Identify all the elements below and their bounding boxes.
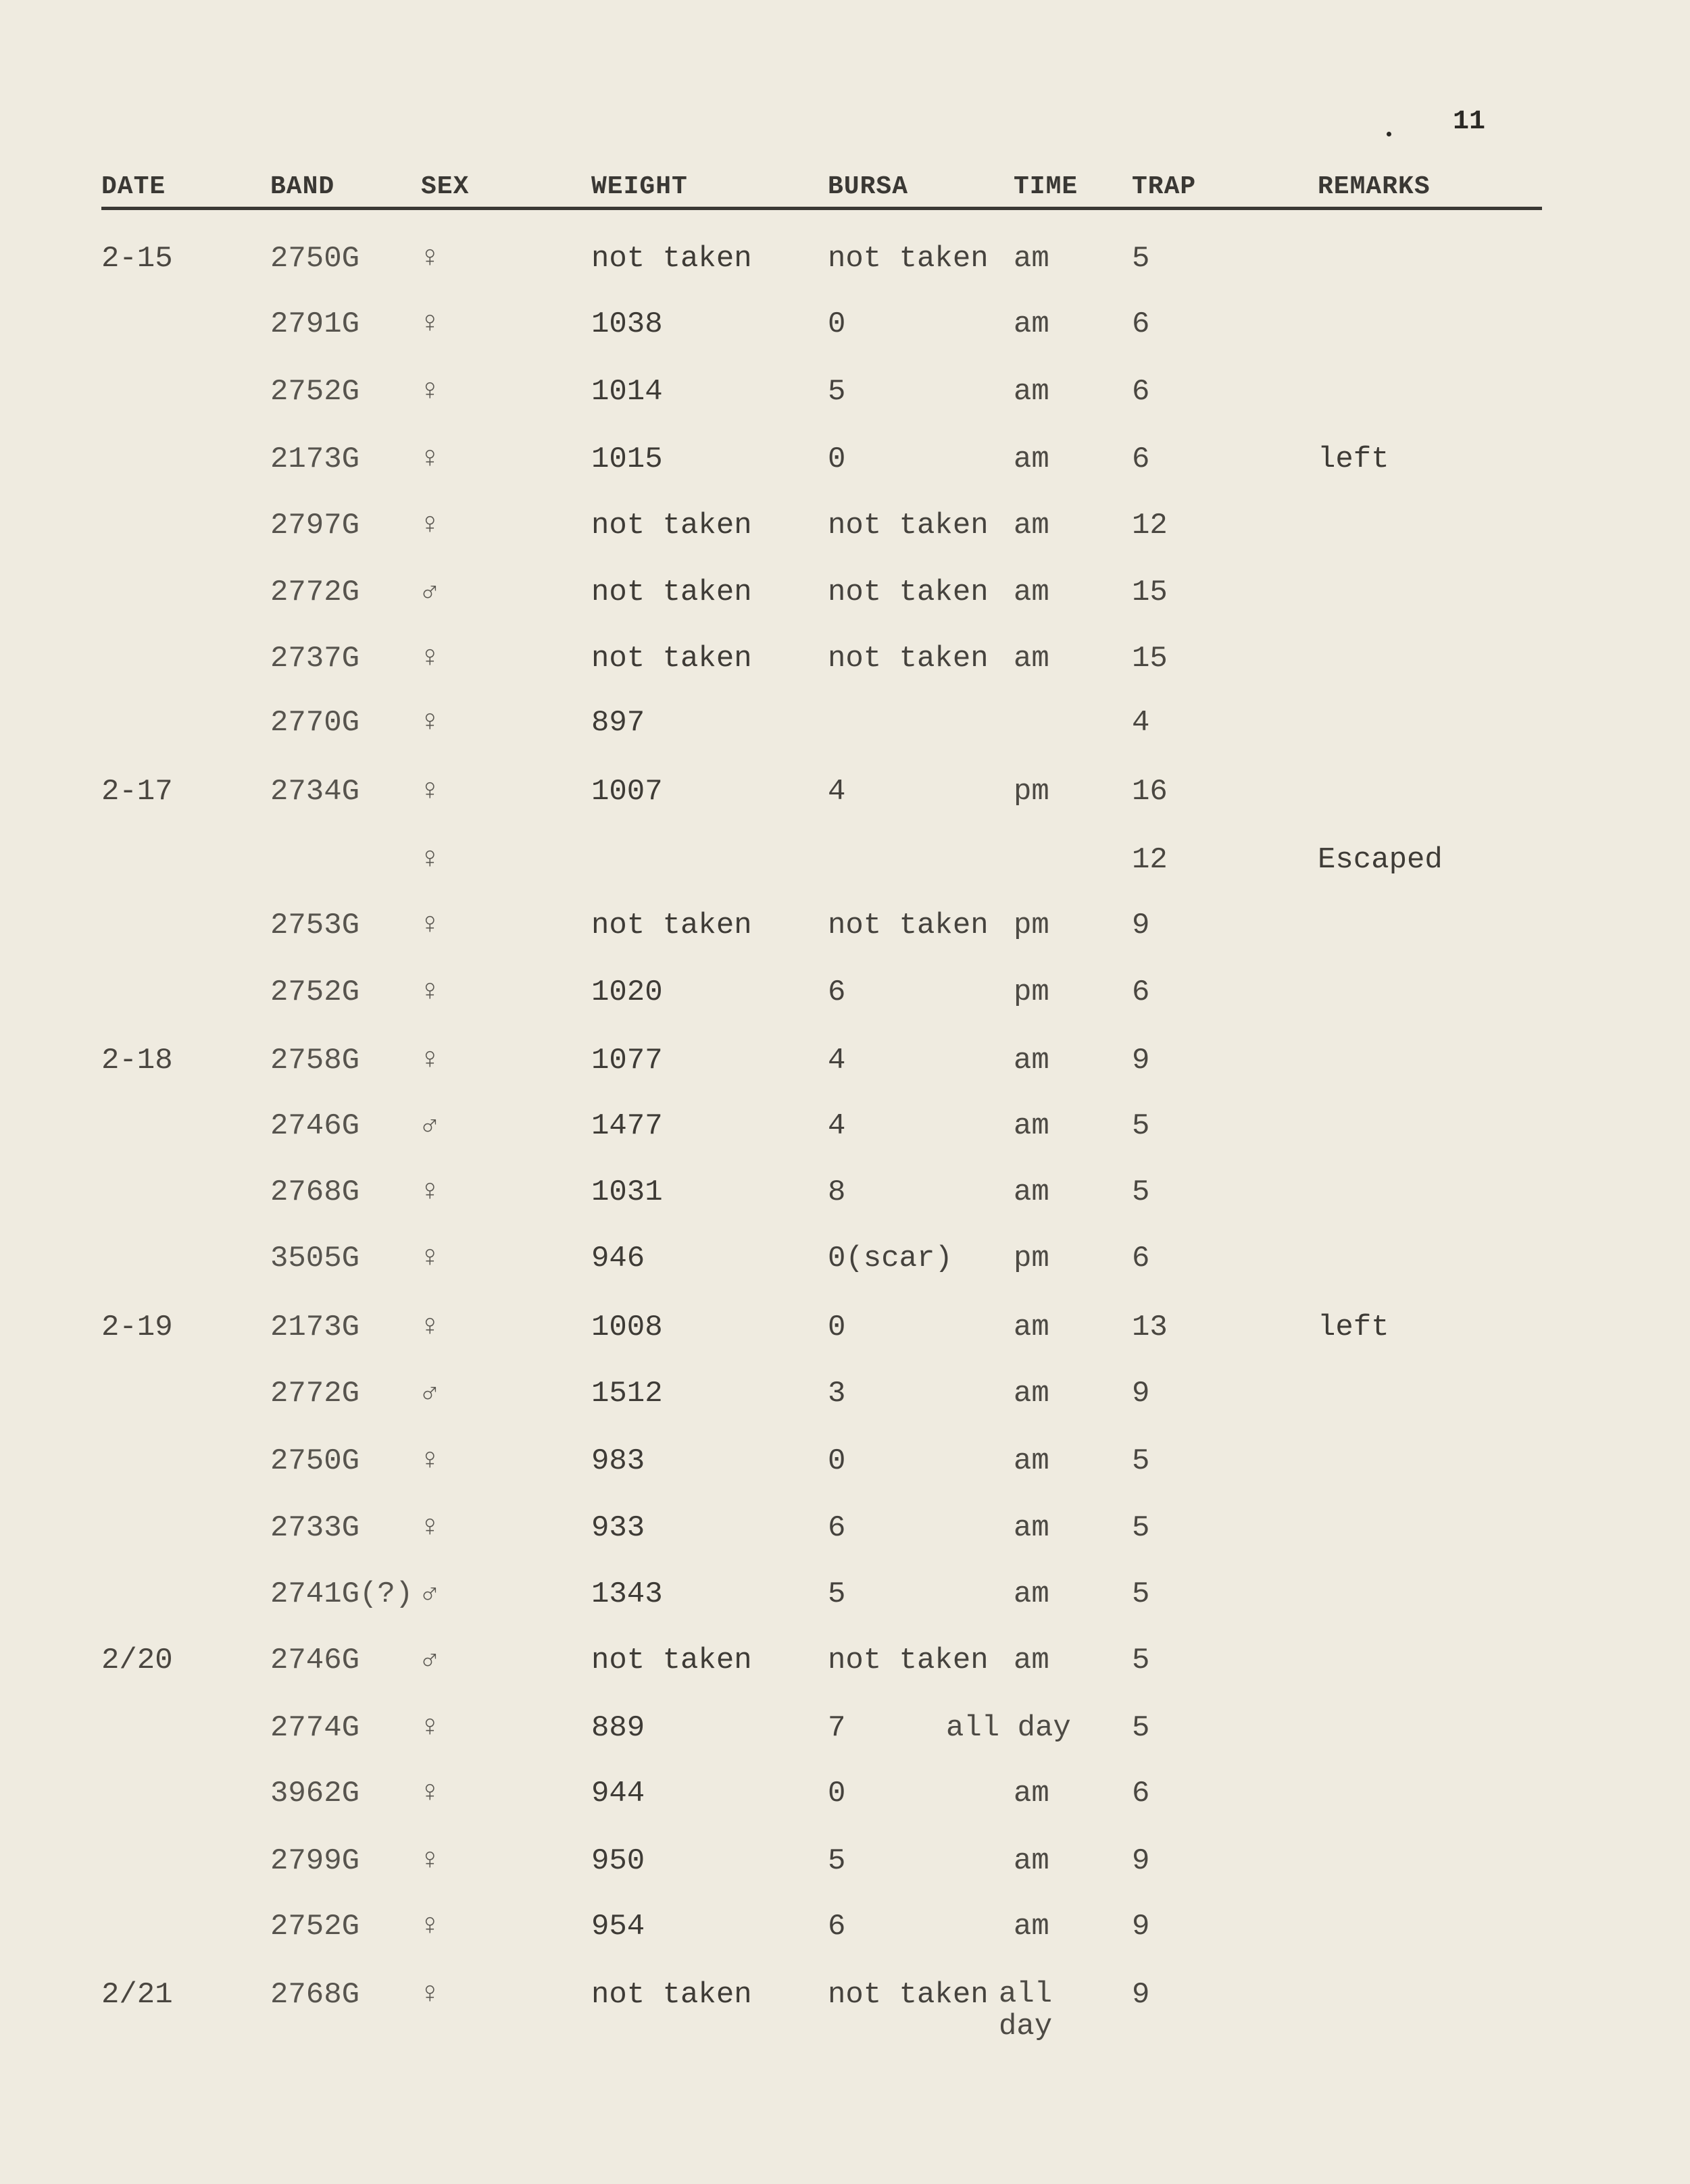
- cell-bursa: not taken: [828, 576, 989, 609]
- cell-weight: 1343: [591, 1577, 663, 1611]
- cell-sex: ♀: [421, 1444, 439, 1478]
- table-row: [0, 1711, 1690, 1758]
- cell-sex: ♀: [421, 307, 439, 341]
- cell-weight: not taken: [591, 642, 752, 676]
- table-row: [0, 1242, 1690, 1289]
- cell-sex: ♀: [421, 909, 439, 942]
- cell-bursa: 0: [828, 1311, 846, 1344]
- cell-sex: ♀: [421, 1777, 439, 1810]
- cell-trap: 9: [1132, 1844, 1150, 1878]
- cell-trap: 5: [1132, 1644, 1150, 1677]
- cell-band: 2750G: [270, 242, 360, 276]
- cell-weight: 1077: [591, 1044, 663, 1077]
- header-weight: WEIGHT: [591, 172, 688, 201]
- table-row: [0, 1377, 1690, 1424]
- cell-weight: 946: [591, 1242, 645, 1275]
- cell-band: 2797G: [270, 509, 360, 542]
- table-row: [0, 242, 1690, 289]
- cell-bursa: not taken: [828, 642, 989, 676]
- cell-weight: 983: [591, 1444, 645, 1478]
- cell-time: am: [1014, 1844, 1049, 1878]
- table-row: [0, 307, 1690, 355]
- cell-trap: 6: [1132, 1242, 1150, 1275]
- cell-band: 2758G: [270, 1044, 360, 1077]
- cell-band: 2774G: [270, 1711, 360, 1745]
- cell-trap: 9: [1132, 1910, 1150, 1944]
- cell-sex: ♀: [421, 442, 439, 476]
- table-row: [0, 375, 1690, 422]
- cell-time: am: [1014, 1377, 1049, 1411]
- cell-sex: ♀: [421, 775, 439, 809]
- cell-sex: ♀: [421, 975, 439, 1009]
- cell-bursa: 0: [828, 442, 846, 476]
- cell-band: 2772G: [270, 576, 360, 609]
- cell-bursa: 0: [828, 307, 846, 341]
- table-row: [0, 1977, 1690, 2043]
- table-row: [0, 843, 1690, 890]
- cell-weight: not taken: [591, 1644, 752, 1677]
- cell-sex: ♂: [421, 1577, 439, 1611]
- cell-bursa: 4: [828, 1044, 846, 1077]
- cell-bursa: 5: [828, 375, 846, 409]
- cell-bursa: 8: [828, 1175, 846, 1209]
- cell-bursa: 5: [828, 1844, 846, 1878]
- cell-band: 2770G: [270, 706, 360, 740]
- cell-weight: 889: [591, 1711, 645, 1745]
- cell-weight: 950: [591, 1844, 645, 1878]
- cell-band: 2746G: [270, 1109, 360, 1143]
- cell-weight: 1477: [591, 1109, 663, 1143]
- table-row: [0, 1577, 1690, 1625]
- cell-time: am: [1014, 576, 1049, 609]
- cell-time: am: [1014, 642, 1049, 676]
- cell-trap: 5: [1132, 242, 1150, 276]
- cell-band: 2746G: [270, 1644, 360, 1677]
- cell-trap: 4: [1132, 706, 1150, 740]
- cell-sex: ♀: [421, 1511, 439, 1545]
- cell-date: 2-18: [101, 1044, 173, 1077]
- table-row: [0, 576, 1690, 623]
- header-date: DATE: [101, 172, 166, 201]
- header-time: TIME: [1014, 172, 1078, 201]
- cell-time: am: [1014, 1444, 1049, 1478]
- cell-bursa: 4: [828, 775, 846, 809]
- cell-weight: 954: [591, 1910, 645, 1944]
- cell-bursa: 3: [828, 1377, 846, 1411]
- cell-sex: ♀: [421, 375, 439, 409]
- cell-weight: 1020: [591, 975, 663, 1009]
- cell-band: 2752G: [270, 375, 360, 409]
- table-row: [0, 706, 1690, 753]
- cell-sex: ♂: [421, 1109, 439, 1143]
- header-band: BAND: [270, 172, 335, 201]
- cell-trap: 15: [1132, 642, 1168, 676]
- cell-trap: 6: [1132, 975, 1150, 1009]
- cell-bursa: 7: [828, 1711, 846, 1745]
- cell-trap: 6: [1132, 375, 1150, 409]
- cell-time: am: [1014, 1577, 1049, 1611]
- header-underline: [101, 207, 1542, 210]
- cell-bursa: not taken: [828, 1644, 989, 1677]
- cell-sex: ♂: [421, 1377, 439, 1411]
- cell-sex: ♀: [421, 1711, 439, 1745]
- cell-sex: ♀: [421, 1044, 439, 1077]
- cell-time: pm: [1014, 975, 1049, 1009]
- cell-trap: 6: [1132, 442, 1150, 476]
- cell-remarks: Escaped: [1318, 843, 1443, 877]
- cell-time: all day: [999, 1977, 1053, 2043]
- table-row: [0, 1044, 1690, 1091]
- cell-trap: 9: [1132, 1044, 1150, 1077]
- cell-sex: ♀: [421, 242, 439, 276]
- cell-band: 2752G: [270, 975, 360, 1009]
- cell-bursa: 0(scar): [828, 1242, 953, 1275]
- cell-band: 2741G(?): [270, 1577, 414, 1611]
- cell-weight: 1512: [591, 1377, 663, 1411]
- table-row: [0, 1311, 1690, 1358]
- cell-band: 2752G: [270, 1910, 360, 1944]
- cell-trap: 12: [1132, 843, 1168, 877]
- cell-remarks: left: [1318, 1311, 1389, 1344]
- table-row: [0, 1777, 1690, 1824]
- cell-bursa: not taken: [828, 242, 989, 276]
- cell-bursa: not taken: [828, 909, 989, 942]
- cell-time: am: [1014, 1175, 1049, 1209]
- cell-sex: ♀: [421, 1978, 439, 2012]
- cell-weight: 944: [591, 1777, 645, 1810]
- cell-weight: not taken: [591, 1978, 752, 2012]
- cell-weight: 1007: [591, 775, 663, 809]
- cell-time: am: [1014, 1511, 1049, 1545]
- cell-weight: 1038: [591, 307, 663, 341]
- header-bursa: BURSA: [828, 172, 909, 201]
- table-row: [0, 1511, 1690, 1558]
- cell-trap: 5: [1132, 1175, 1150, 1209]
- cell-sex: ♀: [421, 843, 439, 877]
- cell-bursa: not taken: [828, 509, 989, 542]
- cell-weight: 1015: [591, 442, 663, 476]
- table-row: [0, 442, 1690, 490]
- cell-date: 2/20: [101, 1644, 173, 1677]
- cell-time: am: [1014, 1044, 1049, 1077]
- cell-weight: not taken: [591, 242, 752, 276]
- cell-sex: ♀: [421, 1175, 439, 1209]
- cell-band: 2772G: [270, 1377, 360, 1411]
- cell-time: am: [1014, 375, 1049, 409]
- cell-time: am: [1014, 307, 1049, 341]
- cell-bursa: 4: [828, 1109, 846, 1143]
- cell-sex: ♀: [421, 1242, 439, 1275]
- cell-weight: 933: [591, 1511, 645, 1545]
- cell-band: 2734G: [270, 775, 360, 809]
- page-number: 11: [1453, 107, 1486, 137]
- cell-band: 2799G: [270, 1844, 360, 1878]
- table-row: [0, 1109, 1690, 1157]
- cell-band: 3962G: [270, 1777, 360, 1810]
- cell-sex: ♂: [421, 576, 439, 609]
- cell-time: am: [1014, 1311, 1049, 1344]
- cell-time: am: [1014, 1644, 1049, 1677]
- table-row: [0, 1844, 1690, 1891]
- cell-date: 2-15: [101, 242, 173, 276]
- cell-time: am: [1014, 1910, 1049, 1944]
- cell-trap: 5: [1132, 1109, 1150, 1143]
- cell-time: am: [1014, 509, 1049, 542]
- header-trap: TRAP: [1132, 172, 1197, 201]
- table-row: [0, 975, 1690, 1023]
- cell-time: pm: [1014, 909, 1049, 942]
- cell-band: 2753G: [270, 909, 360, 942]
- cell-bursa: 0: [828, 1444, 846, 1478]
- cell-band: 3505G: [270, 1242, 360, 1275]
- cell-time: am: [1014, 242, 1049, 276]
- cell-weight: not taken: [591, 576, 752, 609]
- cell-weight: not taken: [591, 509, 752, 542]
- table-row: [0, 1644, 1690, 1691]
- cell-trap: 6: [1132, 1777, 1150, 1810]
- cell-weight: not taken: [591, 909, 752, 942]
- table-row: [0, 1444, 1690, 1492]
- cell-band: 2737G: [270, 642, 360, 676]
- header-remarks: REMARKS: [1318, 172, 1431, 201]
- cell-sex: ♂: [421, 1644, 439, 1677]
- cell-weight: 1031: [591, 1175, 663, 1209]
- header-sex: SEX: [421, 172, 470, 201]
- cell-time: pm: [1014, 775, 1049, 809]
- table-row: [0, 909, 1690, 956]
- cell-trap: 6: [1132, 307, 1150, 341]
- cell-bursa: 0: [828, 1777, 846, 1810]
- cell-band: 2768G: [270, 1175, 360, 1209]
- cell-trap: 9: [1132, 1978, 1150, 2012]
- cell-weight: 897: [591, 706, 645, 740]
- cell-sex: ♀: [421, 642, 439, 676]
- cell-time: am: [1014, 442, 1049, 476]
- cell-date: 2-17: [101, 775, 173, 809]
- cell-band: 2173G: [270, 1311, 360, 1344]
- table-row: [0, 1910, 1690, 1957]
- cell-remarks: left: [1318, 442, 1389, 476]
- cell-bursa: 6: [828, 975, 846, 1009]
- cell-time: pm: [1014, 1242, 1049, 1275]
- cell-band: 2750G: [270, 1444, 360, 1478]
- cell-time: all day: [946, 1711, 1071, 1745]
- table-row: [0, 1175, 1690, 1223]
- cell-weight: 1014: [591, 375, 663, 409]
- cell-time: am: [1014, 1109, 1049, 1143]
- table-row: [0, 509, 1690, 556]
- cell-band: 2791G: [270, 307, 360, 341]
- cell-bursa: 6: [828, 1511, 846, 1545]
- cell-sex: ♀: [421, 706, 439, 740]
- cell-trap: 5: [1132, 1711, 1150, 1745]
- cell-trap: 13: [1132, 1311, 1168, 1344]
- cell-trap: 12: [1132, 509, 1168, 542]
- cell-bursa: 6: [828, 1910, 846, 1944]
- cell-trap: 5: [1132, 1577, 1150, 1611]
- cell-trap: 16: [1132, 775, 1168, 809]
- table-row: [0, 642, 1690, 689]
- cell-trap: 5: [1132, 1511, 1150, 1545]
- ink-dot: [1387, 132, 1391, 136]
- cell-trap: 15: [1132, 576, 1168, 609]
- cell-trap: 9: [1132, 909, 1150, 942]
- cell-band: 2768G: [270, 1978, 360, 2012]
- cell-date: 2/21: [101, 1978, 173, 2012]
- cell-bursa: 5: [828, 1577, 846, 1611]
- table-row: [0, 775, 1690, 822]
- cell-sex: ♀: [421, 509, 439, 542]
- cell-trap: 5: [1132, 1444, 1150, 1478]
- cell-sex: ♀: [421, 1844, 439, 1878]
- cell-sex: ♀: [421, 1910, 439, 1944]
- cell-sex: ♀: [421, 1311, 439, 1344]
- cell-trap: 9: [1132, 1377, 1150, 1411]
- cell-band: 2173G: [270, 442, 360, 476]
- cell-time: am: [1014, 1777, 1049, 1810]
- cell-bursa: not taken: [828, 1978, 989, 2012]
- cell-band: 2733G: [270, 1511, 360, 1545]
- cell-date: 2-19: [101, 1311, 173, 1344]
- cell-weight: 1008: [591, 1311, 663, 1344]
